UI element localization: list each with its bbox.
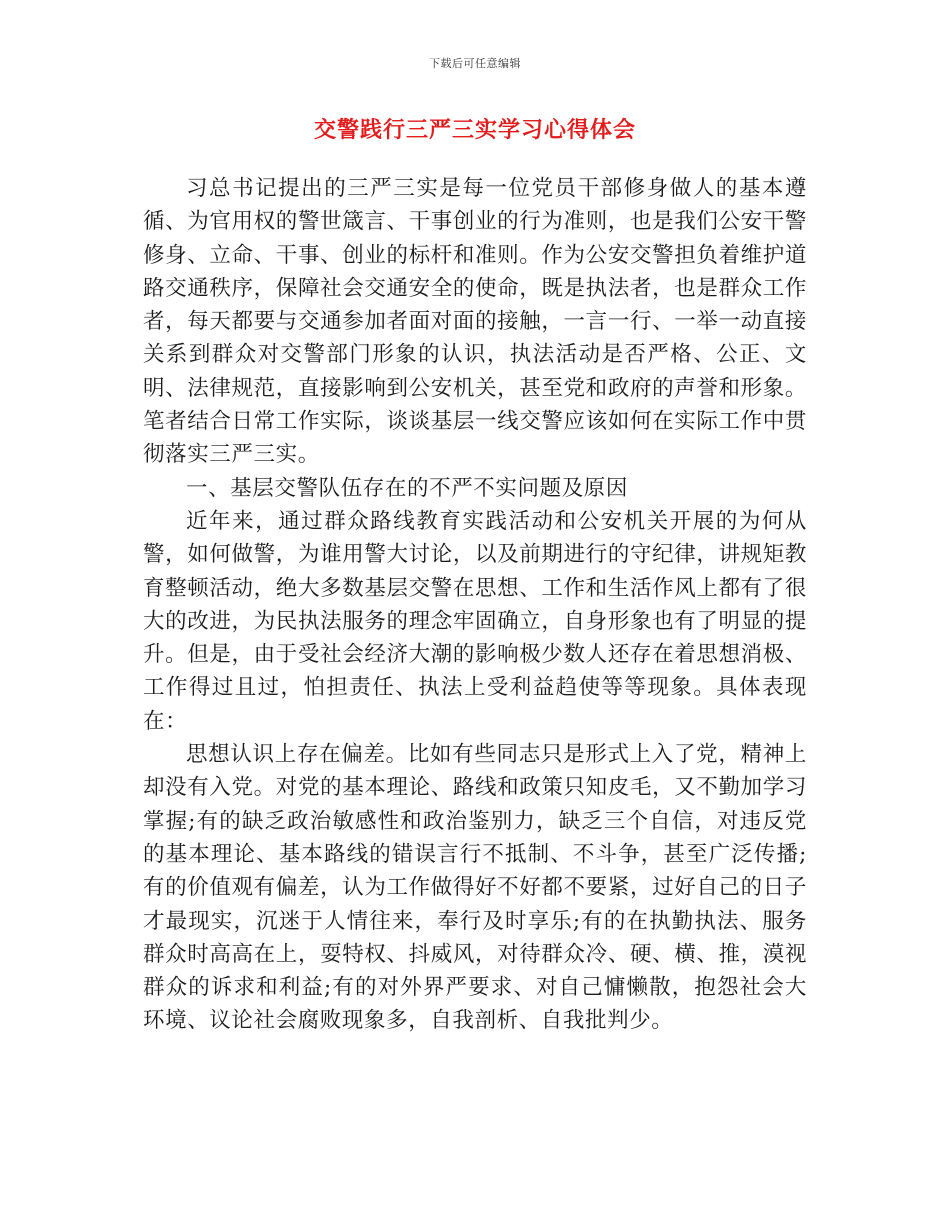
- document-body: [143, 172, 807, 1038]
- header-note: 下载后可任意编辑: [429, 57, 521, 70]
- section-heading: 一、基层交警队伍存在的不严不实问题及原因: [186, 475, 629, 501]
- paragraph-intro: 习总书记提出的三严三实是每一位党员干部修身做人的基本遵循、为官用权的警世箴言、干事创业的行为准则，也是我们公安干警修身、立命、干事、创业的标杆和准则。作为公安交警担负着维护道路交通秩序，保障社会交通安全的使命，既是执法者，也是群众工作者，每天都要与交通参加者面对面的接触，一言一行、一举一动直接关系到群众对交警部门形象的认识，执法活动是否严格、公正、文明、法律规范，直接影响到公安机关，甚至党和政府的声誉和形象。笔者结合日常工作实际，谈谈基层一线交警应该如何在实际工作中贯彻落实三严三实。: [143, 176, 807, 468]
- document-title: 交警践行三严三实学习心得体会: [313, 117, 636, 143]
- paragraph-thought-deviation: 思想认识上存在偏差。比如有些同志只是形式上入了党，精神上却没有入党。对党的基本理论、路线和政策只知皮毛，又不勤加学习掌握;有的缺乏政治敏感性和政治鉴别力，缺乏三个自信，对违反党的基本理论、基本路线的错误言行不抵制、不斗争，甚至广泛传播;有的价值观有偏差，认为工作做得好不好都不要紧，过好自己的日子才最现实，沉迷于人情往来，奉行及时享乐;有的在执勤执法、服务群众时高高在上，耍特权、抖威风，对待群众冷、硬、横、推，漠视群众的诉求和利益;有的对外界严要求、对自己慵懒散，抱怨社会大环境、议论社会腐败现象多，自我剖析、自我批判少。: [143, 742, 807, 1034]
- paragraph-recent-years: 近年来，通过群众路线教育实践活动和公安机关开展的为何从警，如何做警，为谁用警大讨论，以及前期进行的守纪律，讲规矩教育整顿活动，绝大多数基层交警在思想、工作和生活作风上都有了很大的改进，为民执法服务的理念牢固确立，自身形象也有了明显的提升。但是，由于受社会经济大潮的影响极少数人还存在着思想消极、工作得过且过，怕担责任、执法上受利益趋使等等现象。具体表现在：: [143, 508, 807, 734]
